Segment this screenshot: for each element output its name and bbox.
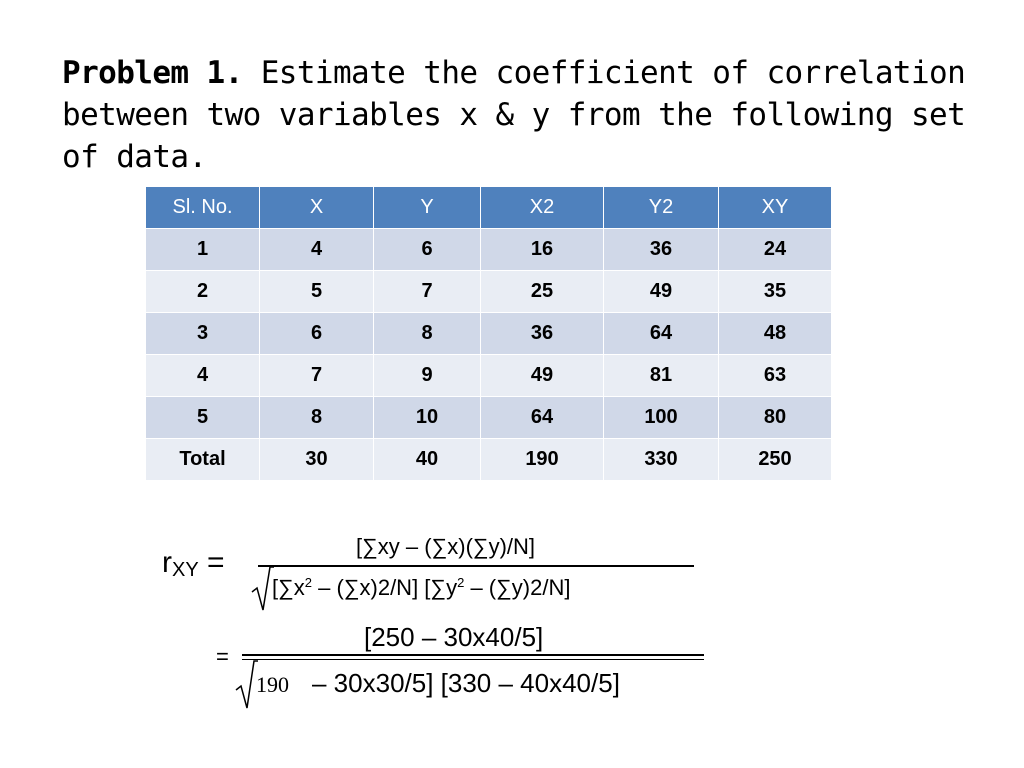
table-cell: 10	[374, 397, 481, 439]
formula-equals: =	[207, 546, 225, 579]
den-part3: – (∑y)2/N]	[464, 575, 571, 600]
formula-denominator	[272, 575, 570, 601]
header-sl-no: Sl. No.	[146, 187, 260, 229]
sqrt-icon	[252, 566, 274, 612]
header-x2: X2	[481, 187, 604, 229]
fraction-bar-2	[242, 654, 704, 656]
table-cell: 7	[260, 355, 374, 397]
table-cell: 25	[481, 271, 604, 313]
den-sup1: 2	[304, 575, 313, 590]
formula-r-subscript: XY	[172, 559, 199, 581]
formula-r: r	[162, 546, 172, 579]
table-cell: 4	[146, 355, 260, 397]
table-cell: 4	[260, 229, 374, 271]
table-cell: 63	[719, 355, 832, 397]
table-cell: 49	[604, 271, 719, 313]
header-y: Y	[374, 187, 481, 229]
table-cell: 2	[146, 271, 260, 313]
table-cell: 40	[374, 439, 481, 481]
table-cell: 35	[719, 271, 832, 313]
formula-denominator-2-first: 190	[256, 672, 289, 697]
table-cell: 100	[604, 397, 719, 439]
table-cell: 7	[374, 271, 481, 313]
formula-denominator-2: – 30x30/5] [330 – 40x40/5]	[312, 668, 620, 698]
table-cell: 49	[481, 355, 604, 397]
table-cell: 9	[374, 355, 481, 397]
table-row	[146, 355, 832, 397]
table-row	[146, 271, 832, 313]
table-total-row	[146, 439, 832, 481]
table-cell: 36	[481, 313, 604, 355]
table-cell: 5	[260, 271, 374, 313]
table-row	[146, 229, 832, 271]
table-cell: 6	[260, 313, 374, 355]
formula-lhs	[162, 546, 225, 582]
table-cell: 48	[719, 313, 832, 355]
table-header-row	[146, 187, 832, 229]
fraction-bar-2-lower	[242, 659, 704, 660]
problem-statement	[62, 52, 982, 178]
table-cell: 81	[604, 355, 719, 397]
formula-numerator-2: [250 – 30x40/5]	[364, 622, 544, 652]
table-cell: 16	[481, 229, 604, 271]
header-xy: XY	[719, 187, 832, 229]
table-cell: Total	[146, 439, 260, 481]
fraction-bar	[258, 565, 694, 567]
table-cell: 36	[604, 229, 719, 271]
problem-label: Problem 1.	[62, 55, 243, 91]
table-cell: 30	[260, 439, 374, 481]
table-cell: 64	[481, 397, 604, 439]
table-cell: 8	[374, 313, 481, 355]
table-cell: 80	[719, 397, 832, 439]
problem-text: Estimate the coefficient of correlation between two variables x & y from the following set of data.	[62, 55, 966, 175]
table-cell: 250	[719, 439, 832, 481]
table-cell: 8	[260, 397, 374, 439]
den-part1: [∑x	[272, 575, 305, 600]
header-x: X	[260, 187, 374, 229]
table-row	[146, 313, 832, 355]
table-cell: 1	[146, 229, 260, 271]
formula-numerator: [∑xy – (∑x)(∑y)/N]	[356, 534, 536, 559]
den-part2: – (∑x)2/N] [∑y	[312, 575, 458, 600]
table-cell: 3	[146, 313, 260, 355]
table-row	[146, 397, 832, 439]
data-table	[145, 186, 832, 481]
den-sup2: 2	[457, 575, 465, 590]
table-cell: 6	[374, 229, 481, 271]
table-cell: 5	[146, 397, 260, 439]
header-y2: Y2	[604, 187, 719, 229]
table-cell: 64	[604, 313, 719, 355]
formula-equals-2: =	[216, 644, 229, 669]
table-cell: 330	[604, 439, 719, 481]
sqrt-icon	[236, 660, 258, 710]
table-cell: 24	[719, 229, 832, 271]
table-cell: 190	[481, 439, 604, 481]
